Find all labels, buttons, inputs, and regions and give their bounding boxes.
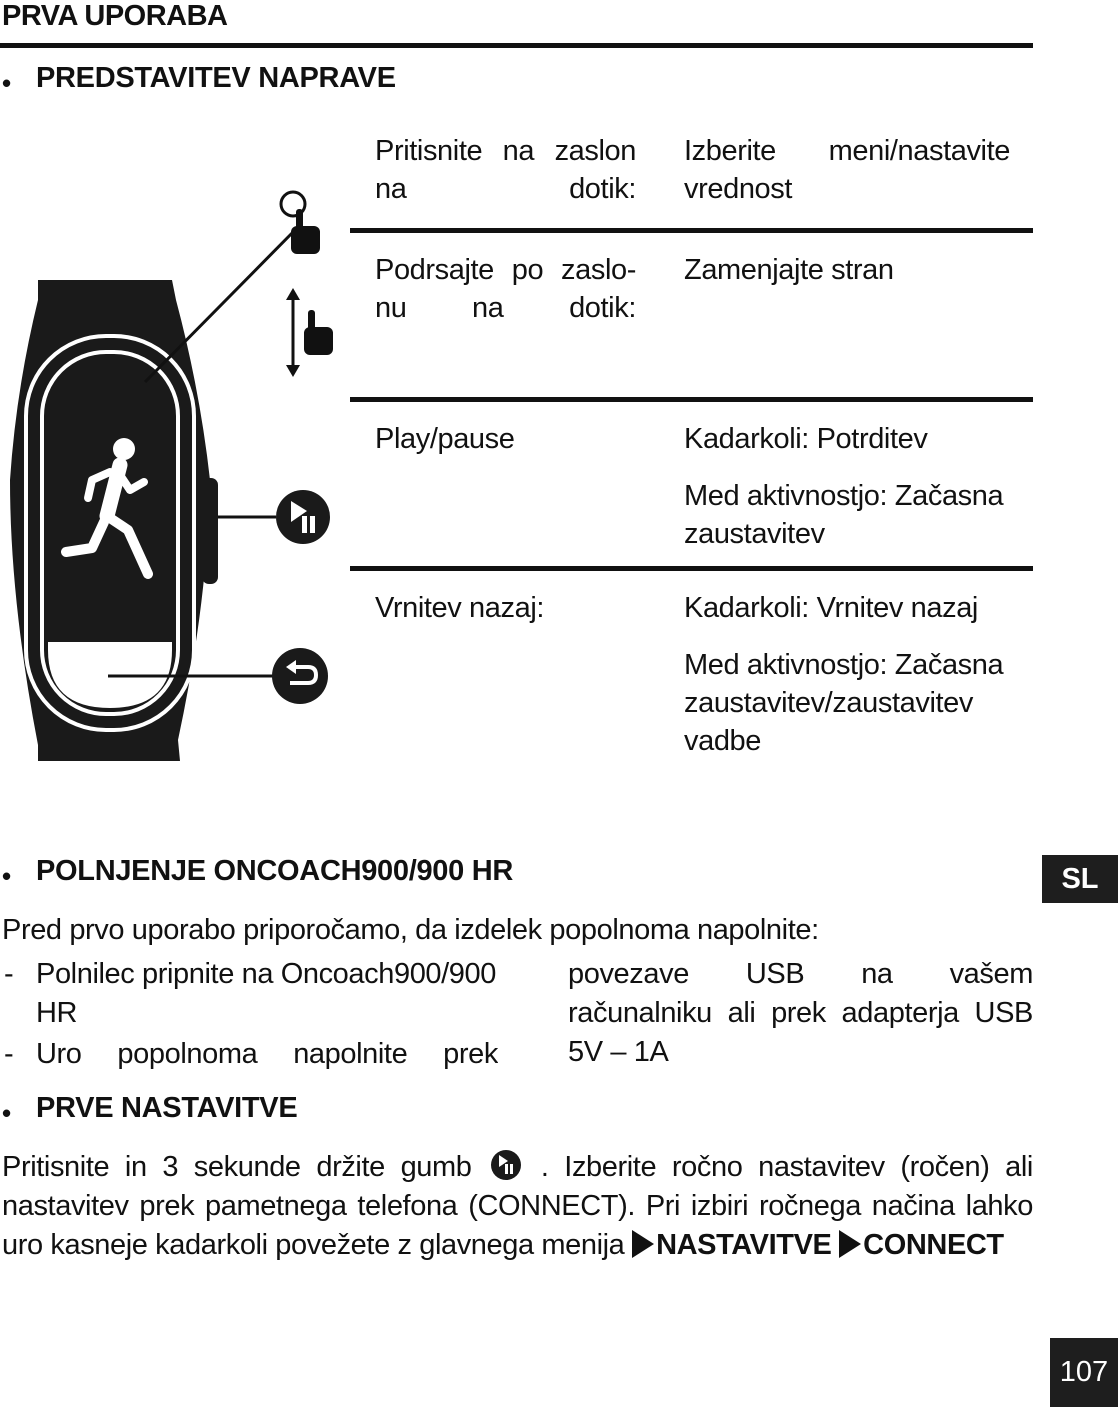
watch-illustration xyxy=(0,180,345,770)
section-heading-charging: POLNJENJE ONCOACH900/900 HR xyxy=(36,855,513,887)
menu-path-settings: NASTAVITVE xyxy=(656,1229,832,1261)
table-cell-result: Kadarkoli: Vrnitev nazaj xyxy=(684,592,978,624)
first-settings-text-part1: Pritisnite in 3 sekunde držite gumb xyxy=(2,1151,472,1183)
list-item-continued: povezave USB na vašem računalniku ali prek adapterja USB 5V – 1A xyxy=(568,958,1033,1068)
section-heading-device: PREDSTAVITEV NAPRAVE xyxy=(36,62,396,94)
title-divider xyxy=(0,43,1033,48)
table-cell-result: Izberite meni/nastavite vrednost xyxy=(684,135,1010,205)
list-dash: - xyxy=(4,1038,14,1070)
menu-arrow-icon xyxy=(632,1230,654,1258)
bullet: • xyxy=(2,68,12,98)
section-heading-first-settings: PRVE NASTAVITVE xyxy=(36,1092,298,1124)
table-cell-action: Pritisnite na zaslon na dotik: xyxy=(375,135,636,205)
table-cell-action: Vrnitev nazaj: xyxy=(375,592,545,624)
table-divider xyxy=(350,397,1033,402)
bullet: • xyxy=(2,1098,12,1128)
table-divider xyxy=(350,228,1033,233)
bullet: • xyxy=(2,861,12,891)
table-cell-result: Med aktivnostjo: Začasna zaustavitev/zaustavitev vadbe xyxy=(684,649,1004,757)
swipe-arrow-icon xyxy=(286,288,300,377)
menu-path-connect: CONNECT xyxy=(863,1229,1004,1261)
swipe-hand-icon xyxy=(304,310,333,355)
list-item: Polnilec pripnite na Oncoach900/900 HR xyxy=(36,958,496,1029)
back-button-icon xyxy=(272,648,328,704)
page-title: PRVA UPORABA xyxy=(2,0,228,32)
play-pause-inline-icon xyxy=(487,1149,525,1181)
table-cell-result: Zamenjajte stran xyxy=(684,254,894,286)
charging-intro: Pred prvo uporabo priporočamo, da izdelek popolnoma napolnite: xyxy=(2,914,819,946)
language-tab: SL xyxy=(1042,855,1118,903)
play-pause-button-icon xyxy=(276,490,330,544)
list-item: Uro popolnoma napolnite prek xyxy=(36,1038,498,1070)
table-cell-action: Podrsajte po zaslo-nu na dotik: xyxy=(375,254,636,324)
menu-arrow-icon xyxy=(839,1230,861,1258)
first-settings-text xyxy=(2,1148,1033,1265)
table-cell-result: Med aktivnostjo: Začasna zaustavitev xyxy=(684,480,1004,550)
table-cell-result: Kadarkoli: Potrditev xyxy=(684,423,928,455)
first-settings-text-part2: . Izberite ročno nastavitev (ročen) ali nastavitev prek pametnega telefona (CONNECT). Pri izbiri ročnega načina lahko uro kasneje kadarkoli povežete z glavnega menija xyxy=(2,1151,1033,1261)
list-dash: - xyxy=(4,958,14,990)
table-cell-action: Play/pause xyxy=(375,423,515,455)
table-divider xyxy=(350,566,1033,571)
page-number: 107 xyxy=(1050,1338,1118,1407)
